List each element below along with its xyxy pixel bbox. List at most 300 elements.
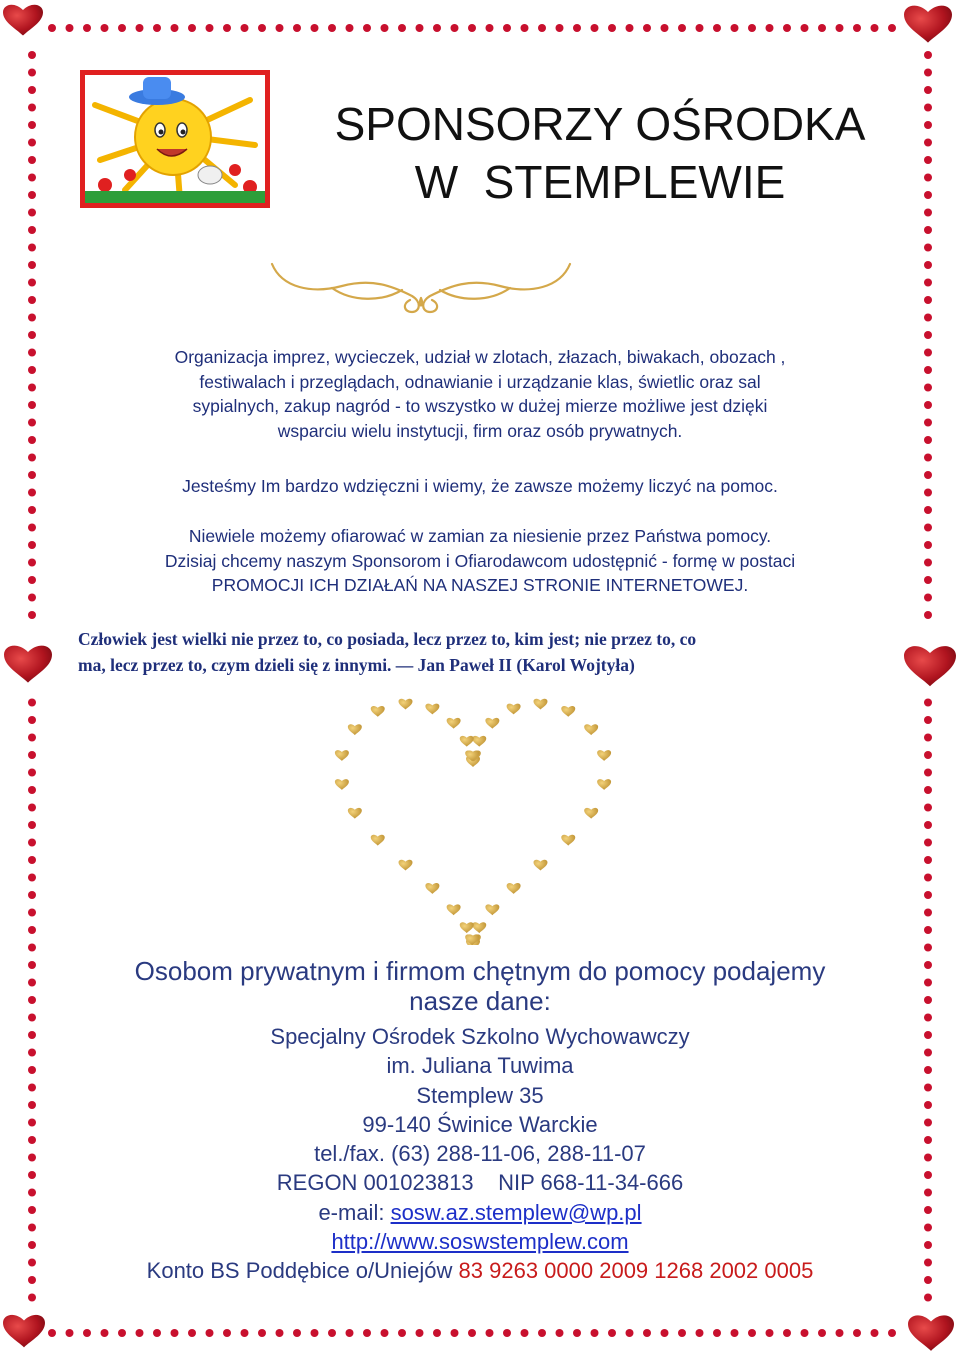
border-dot xyxy=(731,24,739,32)
border-dot xyxy=(28,174,36,182)
small-gold-heart-icon xyxy=(399,699,413,710)
border-dot xyxy=(924,261,932,269)
border-dot xyxy=(924,419,932,427)
border-dot xyxy=(101,1329,109,1337)
border-dot xyxy=(28,576,36,584)
border-dot xyxy=(28,349,36,357)
border-dot xyxy=(28,1049,36,1057)
intro-paragraph-1 xyxy=(70,345,890,443)
small-gold-heart-icon xyxy=(399,860,413,871)
border-dot xyxy=(836,1329,844,1337)
border-dot xyxy=(924,226,932,234)
quote-block xyxy=(78,626,898,678)
border-dot xyxy=(28,961,36,969)
border-dot xyxy=(924,856,932,864)
contact-lead-line-2: nasze dane: xyxy=(409,986,551,1016)
border-dot xyxy=(28,874,36,882)
border-dot xyxy=(28,716,36,724)
border-dot xyxy=(28,804,36,812)
border-dot xyxy=(486,1329,494,1337)
page-title xyxy=(280,95,920,211)
title-line-1: SPONSORZY OŚRODKA xyxy=(334,98,866,150)
border-dot xyxy=(818,24,826,32)
intro-paragraph-2 xyxy=(70,474,890,499)
border-dot xyxy=(924,1136,932,1144)
border-dot xyxy=(171,24,179,32)
border-dot xyxy=(381,1329,389,1337)
border-dot xyxy=(924,454,932,462)
heart-icon xyxy=(3,1315,45,1347)
border-dot xyxy=(696,24,704,32)
border-dot xyxy=(83,24,91,32)
school-patron: im. Juliana Tuwima xyxy=(386,1053,574,1079)
border-dot xyxy=(924,576,932,584)
border-dot xyxy=(608,1329,616,1337)
border-dot xyxy=(626,24,634,32)
border-dot xyxy=(924,1206,932,1214)
quote-line: Człowiek jest wielki nie przez to, co posiada, lecz przez to, kim jest; nie przez to, co xyxy=(78,629,697,649)
small-gold-heart-icon xyxy=(507,883,521,894)
heart-icon xyxy=(908,1315,954,1350)
border-dot xyxy=(924,926,932,934)
border-dot xyxy=(101,24,109,32)
text-line: Jesteśmy Im bardzo wdzięczni i wiemy, że zawsze możemy liczyć na pomoc. xyxy=(182,476,778,496)
border-dot xyxy=(924,69,932,77)
border-dot xyxy=(924,961,932,969)
border-dot xyxy=(451,24,459,32)
border-dot xyxy=(538,24,546,32)
border-dot xyxy=(924,174,932,182)
border-dot xyxy=(556,24,564,32)
small-gold-heart-icon xyxy=(447,718,461,729)
heart-icon xyxy=(904,646,956,686)
border-dot xyxy=(924,1119,932,1127)
address-city: 99-140 Świnice Warckie xyxy=(362,1111,598,1137)
border-dot xyxy=(66,1329,74,1337)
border-dot xyxy=(363,24,371,32)
border-dot xyxy=(924,751,932,759)
border-dot xyxy=(363,1329,371,1337)
border-dot xyxy=(28,366,36,374)
border-dot xyxy=(924,104,932,112)
website-link[interactable]: http://www.soswstemplew.com xyxy=(331,1229,629,1255)
border-dot xyxy=(28,139,36,147)
border-dot xyxy=(924,1276,932,1284)
small-gold-heart-icon xyxy=(371,835,385,846)
border-dot xyxy=(48,1329,56,1337)
border-dot xyxy=(924,349,932,357)
border-dot xyxy=(28,506,36,514)
small-gold-heart-icon xyxy=(460,922,474,933)
border-dot xyxy=(136,1329,144,1337)
border-dot xyxy=(416,24,424,32)
border-dot xyxy=(924,559,932,567)
border-dot xyxy=(713,1329,721,1337)
border-dot xyxy=(924,506,932,514)
border-dot xyxy=(924,1241,932,1249)
border-dot xyxy=(206,24,214,32)
border-dot xyxy=(28,226,36,234)
border-dot xyxy=(924,86,932,94)
bank-account-number: 83 9263 0000 2009 1268 2002 0005 xyxy=(458,1258,814,1284)
border-dot xyxy=(28,436,36,444)
small-gold-heart-icon xyxy=(472,736,486,747)
border-dot xyxy=(924,209,932,217)
border-dot xyxy=(28,156,36,164)
border-dot xyxy=(924,944,932,952)
border-dot xyxy=(28,1294,36,1302)
email-label: e-mail: xyxy=(318,1199,391,1225)
border-dot xyxy=(28,1241,36,1249)
border-dot xyxy=(28,454,36,462)
border-dot xyxy=(924,314,932,322)
border-dot xyxy=(853,24,861,32)
border-dot xyxy=(433,1329,441,1337)
small-gold-heart-icon xyxy=(561,706,575,717)
border-dot xyxy=(293,1329,301,1337)
small-gold-heart-icon xyxy=(425,704,439,715)
border-dot xyxy=(398,24,406,32)
border-dot xyxy=(888,1329,896,1337)
border-dot xyxy=(28,1189,36,1197)
border-dot xyxy=(28,244,36,252)
border-dot xyxy=(924,489,932,497)
border-dot xyxy=(818,1329,826,1337)
border-dot xyxy=(311,24,319,32)
border-dot xyxy=(924,1084,932,1092)
border-dot xyxy=(924,384,932,392)
border-dot xyxy=(591,1329,599,1337)
border-dot xyxy=(48,24,56,32)
border-dot xyxy=(153,24,161,32)
border-dot xyxy=(28,261,36,269)
email-row xyxy=(60,1198,900,1227)
border-dot xyxy=(188,24,196,32)
border-dot xyxy=(556,1329,564,1337)
border-dot xyxy=(398,1329,406,1337)
border-dot xyxy=(801,1329,809,1337)
border-dot xyxy=(924,874,932,882)
border-dot xyxy=(661,24,669,32)
small-gold-heart-icon xyxy=(485,718,499,729)
border-dot xyxy=(28,1276,36,1284)
small-gold-heart-icon xyxy=(584,808,598,819)
border-dot xyxy=(924,821,932,829)
border-dot xyxy=(731,1329,739,1337)
heart-icon xyxy=(3,5,43,36)
border-dot xyxy=(924,436,932,444)
border-dot xyxy=(924,279,932,287)
border-dot xyxy=(276,1329,284,1337)
border-dot xyxy=(346,1329,354,1337)
bank-account-label: Konto BS Poddębice o/Uniejów xyxy=(146,1258,459,1284)
border-dot xyxy=(503,24,511,32)
border-dot xyxy=(206,1329,214,1337)
border-dot xyxy=(924,524,932,532)
ornamental-flourish xyxy=(262,258,580,320)
small-gold-heart-icon xyxy=(597,750,611,761)
border-dot xyxy=(28,1084,36,1092)
border-dot xyxy=(643,24,651,32)
border-dot xyxy=(924,156,932,164)
email-link[interactable]: sosw.az.stemplew@wp.pl xyxy=(390,1199,642,1225)
border-dot xyxy=(241,24,249,32)
border-dot xyxy=(28,121,36,129)
border-dot xyxy=(258,24,266,32)
border-dot xyxy=(924,699,932,707)
border-dot xyxy=(871,24,879,32)
border-dot xyxy=(924,839,932,847)
border-dot xyxy=(713,24,721,32)
border-dot xyxy=(83,1329,91,1337)
border-dot xyxy=(28,891,36,899)
border-dot xyxy=(311,1329,319,1337)
border-dot xyxy=(766,24,774,32)
bank-account-row xyxy=(60,1256,900,1285)
border-dot xyxy=(136,24,144,32)
small-gold-heart-icon xyxy=(507,704,521,715)
border-dot xyxy=(293,24,301,32)
border-dot xyxy=(258,1329,266,1337)
text-line: Dzisiaj chcemy naszym Sponsorom i Ofiarodawcom udostępnić - formę w postaci xyxy=(164,550,796,571)
text-line: wsparciu wielu instytucji, firm oraz osób prywatnych. xyxy=(277,420,683,441)
border-dot xyxy=(28,751,36,759)
border-dot xyxy=(28,1154,36,1162)
border-dot xyxy=(66,24,74,32)
heart-icon xyxy=(4,646,52,683)
border-dot xyxy=(28,909,36,917)
phone-fax: tel./fax. (63) 288-11-06, 288-11-07 xyxy=(314,1141,646,1167)
border-dot xyxy=(28,384,36,392)
border-dot xyxy=(924,996,932,1004)
border-dot xyxy=(381,24,389,32)
border-dot xyxy=(573,1329,581,1337)
border-dot xyxy=(28,1259,36,1267)
border-dot xyxy=(346,24,354,32)
border-dot xyxy=(924,366,932,374)
border-dot xyxy=(924,51,932,59)
border-dot xyxy=(924,769,932,777)
contact-block xyxy=(60,956,900,1286)
border-dot xyxy=(468,24,476,32)
border-dot xyxy=(643,1329,651,1337)
border-dot xyxy=(28,839,36,847)
border-dot xyxy=(28,471,36,479)
contact-lead-line-1: Osobom prywatnym i firmom chętnym do pomocy podajemy xyxy=(134,956,826,986)
border-dot xyxy=(118,24,126,32)
border-dot xyxy=(853,1329,861,1337)
border-dot xyxy=(924,1224,932,1232)
border-dot xyxy=(924,1154,932,1162)
border-dot xyxy=(28,786,36,794)
intro-paragraph-3 xyxy=(70,524,890,598)
border-dot xyxy=(28,611,36,619)
border-dot xyxy=(924,1031,932,1039)
border-dot xyxy=(28,331,36,339)
border-dot xyxy=(678,24,686,32)
border-dot xyxy=(661,1329,669,1337)
border-dot xyxy=(28,821,36,829)
golden-heart-outline xyxy=(318,685,628,945)
border-dot xyxy=(538,1329,546,1337)
border-dot xyxy=(188,1329,196,1337)
heart-icon xyxy=(904,6,952,43)
border-dot xyxy=(153,1329,161,1337)
border-dot xyxy=(521,24,529,32)
border-dot xyxy=(28,314,36,322)
border-dot xyxy=(608,24,616,32)
border-dot xyxy=(28,559,36,567)
border-dot xyxy=(924,891,932,899)
border-dot xyxy=(573,24,581,32)
border-dot xyxy=(696,1329,704,1337)
border-dot xyxy=(28,191,36,199)
border-dot xyxy=(748,24,756,32)
border-dot xyxy=(28,856,36,864)
border-dot xyxy=(924,786,932,794)
border-dot xyxy=(28,769,36,777)
border-dot xyxy=(626,1329,634,1337)
school-name: Specjalny Ośrodek Szkolno Wychowawczy xyxy=(270,1024,690,1049)
border-dot xyxy=(924,1101,932,1109)
text-line: Organizacja imprez, wycieczek, udział w zlotach, złazach, biwakach, obozach , xyxy=(174,347,786,367)
border-dot xyxy=(28,69,36,77)
border-dot xyxy=(28,419,36,427)
border-dot xyxy=(468,1329,476,1337)
small-gold-heart-icon xyxy=(561,835,575,846)
small-gold-heart-icon xyxy=(335,779,349,790)
border-dot xyxy=(28,524,36,532)
border-dot xyxy=(28,699,36,707)
border-dot xyxy=(924,979,932,987)
border-dot xyxy=(28,1136,36,1144)
border-dot xyxy=(924,1049,932,1057)
border-dot xyxy=(276,24,284,32)
border-dot xyxy=(924,191,932,199)
small-gold-heart-icon xyxy=(533,860,547,871)
border-dot xyxy=(328,24,336,32)
regon-nip: REGON 001023813 NIP 668-11-34-666 xyxy=(276,1170,684,1196)
border-dot xyxy=(28,944,36,952)
border-dot xyxy=(171,1329,179,1337)
border-dot xyxy=(924,909,932,917)
text-line: festiwalach i przeglądach, odnawianie i urządzanie klas, świetlic oraz sal xyxy=(199,371,761,392)
border-dot xyxy=(678,1329,686,1337)
border-dot xyxy=(28,1101,36,1109)
border-dot xyxy=(924,1294,932,1302)
border-dot xyxy=(924,296,932,304)
border-dot xyxy=(28,1206,36,1214)
small-gold-heart-icon xyxy=(447,904,461,915)
small-gold-heart-icon xyxy=(485,904,499,915)
border-dot xyxy=(28,1031,36,1039)
border-dot xyxy=(783,24,791,32)
border-dot xyxy=(223,1329,231,1337)
border-dot xyxy=(328,1329,336,1337)
border-dot xyxy=(433,24,441,32)
small-gold-heart-icon xyxy=(348,808,362,819)
title-line-2: W STEMPLEWIE xyxy=(414,156,786,208)
border-dot xyxy=(748,1329,756,1337)
border-dot xyxy=(924,1014,932,1022)
border-dot xyxy=(924,331,932,339)
border-dot xyxy=(416,1329,424,1337)
border-dot xyxy=(241,1329,249,1337)
border-dot xyxy=(924,611,932,619)
small-gold-heart-icon xyxy=(348,724,362,735)
border-dot xyxy=(924,1189,932,1197)
border-dot xyxy=(28,996,36,1004)
border-dot xyxy=(28,1014,36,1022)
border-dot xyxy=(924,471,932,479)
border-dot xyxy=(924,1259,932,1267)
border-dot xyxy=(451,1329,459,1337)
website-row xyxy=(60,1227,900,1256)
small-gold-heart-icon xyxy=(584,724,598,735)
border-dot xyxy=(591,24,599,32)
text-line: sypialnych, zakup nagród - to wszystko w dużej mierze możliwe jest dzięki xyxy=(192,396,768,416)
border-dot xyxy=(924,1066,932,1074)
quote-line: ma, lecz przez to, czym dzieli się z innymi. — Jan Paweł II (Karol Wojtyła) xyxy=(78,655,635,675)
border-dot xyxy=(924,139,932,147)
border-dot xyxy=(871,1329,879,1337)
text-line: Niewiele możemy ofiarować w zamian za niesienie przez Państwa pomocy. xyxy=(188,526,772,546)
border-dot xyxy=(924,401,932,409)
small-gold-heart-icon xyxy=(335,750,349,761)
border-dot xyxy=(28,979,36,987)
border-dot xyxy=(28,926,36,934)
border-dot xyxy=(28,86,36,94)
border-dot xyxy=(924,121,932,129)
border-dot xyxy=(783,1329,791,1337)
border-dot xyxy=(28,489,36,497)
border-dot xyxy=(28,296,36,304)
small-gold-heart-icon xyxy=(533,699,547,710)
small-gold-heart-icon xyxy=(472,922,486,933)
border-dot xyxy=(28,1066,36,1074)
border-dot xyxy=(503,1329,511,1337)
border-dot xyxy=(28,209,36,217)
border-dot xyxy=(924,541,932,549)
border-dot xyxy=(28,401,36,409)
border-dot xyxy=(28,734,36,742)
border-dot xyxy=(924,804,932,812)
small-gold-heart-icon xyxy=(425,883,439,894)
border-dot xyxy=(924,594,932,602)
border-dot xyxy=(924,734,932,742)
sun-mascot-logo xyxy=(80,70,270,208)
address-street: Stemplew 35 xyxy=(416,1082,544,1108)
border-dot xyxy=(521,1329,529,1337)
border-dot xyxy=(118,1329,126,1337)
small-gold-heart-icon xyxy=(597,779,611,790)
border-dot xyxy=(888,24,896,32)
border-dot xyxy=(28,1119,36,1127)
border-dot xyxy=(924,244,932,252)
border-dot xyxy=(766,1329,774,1337)
border-dot xyxy=(801,24,809,32)
border-dot xyxy=(28,1171,36,1179)
small-gold-heart-icon xyxy=(371,706,385,717)
border-dot xyxy=(28,104,36,112)
text-line: PROMOCJI ICH DZIAŁAŃ NA NASZEJ STRONIE INTERNETOWEJ. xyxy=(211,575,749,595)
border-dot xyxy=(924,716,932,724)
border-dot xyxy=(924,1171,932,1179)
border-dot xyxy=(223,24,231,32)
border-dot xyxy=(836,24,844,32)
small-gold-heart-icon xyxy=(460,736,474,747)
border-dot xyxy=(486,24,494,32)
